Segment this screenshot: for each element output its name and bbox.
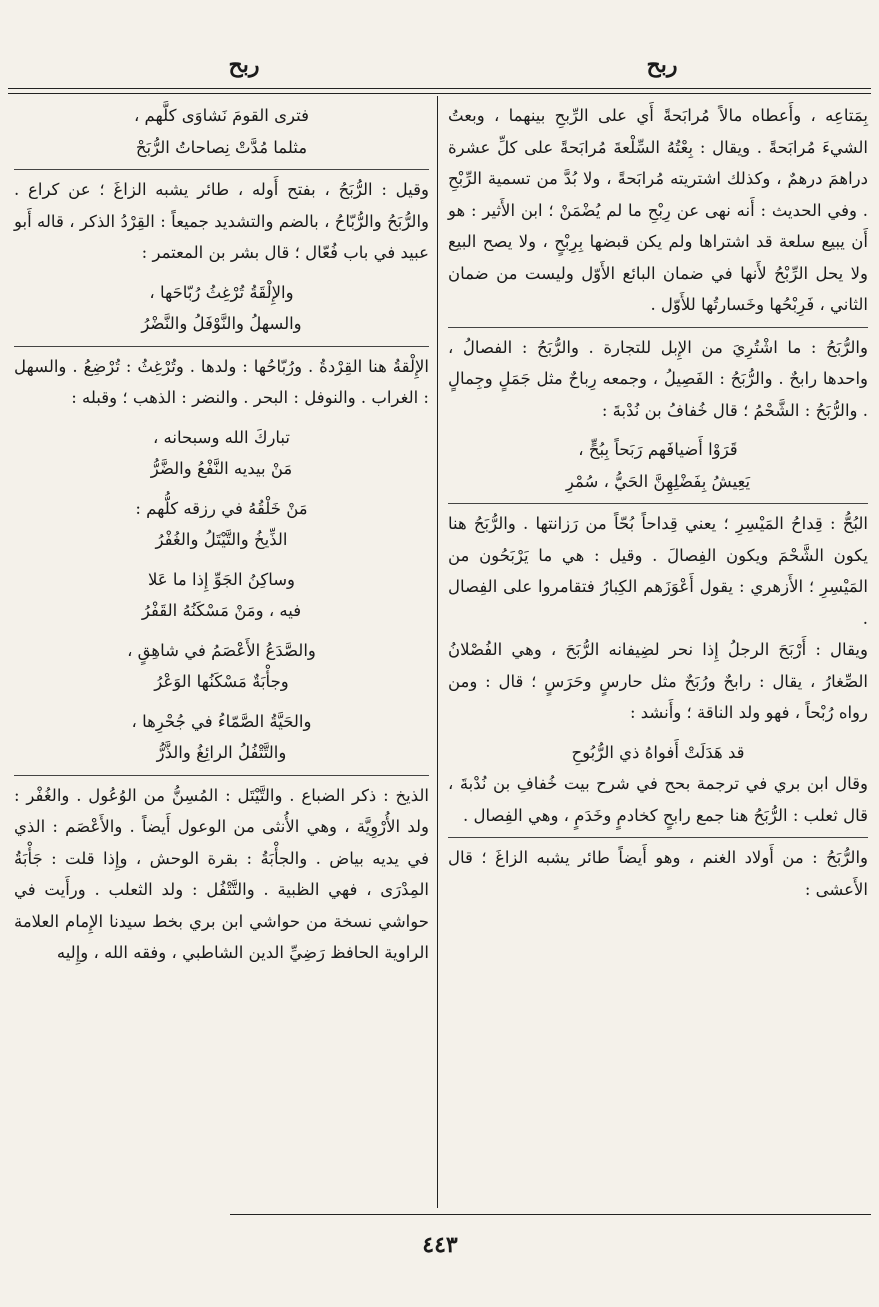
verse-line: والإِلْقَةُ تُرْغِثُ رُبّاحَها ، (149, 282, 294, 302)
verse-line: قد هَدَلَتْ أَفواهُ ذي الرُّبُوحِ (571, 742, 745, 762)
paragraph-separator (14, 169, 429, 170)
verse-line: يَعِيشُ بِفَضْلِهِنَّ الحَيُّ ، سُمْرِ (565, 471, 751, 491)
page-number: ٤٤٣ (422, 1232, 458, 1258)
paragraph-buhh: البُحُّ : قِداحُ المَيْسِرِ ؛ يعني قِداحاً بُحّاً من رَزانتها . والرُّبَحُ هنا يكون الشَّحْمَ ويكون الفِصالَ . وقيل : هي ما يَرْبَحُون من المَيْسِرِ ؛ الأَزهري : يقول أَعْوَزَهم الكِبارُ فتقامروا على الفِصال . (448, 514, 868, 628)
header-rule-thin (8, 93, 871, 94)
left-column (14, 100, 429, 969)
verse-line: قَرَوْا أَضيافَهم رَبَحاً بِبُحٍّ ، (578, 440, 738, 459)
verse-line: والتَّتْفُلُ الرائِغُ والذَّرُّ (156, 743, 287, 762)
paragraph-separator (448, 837, 868, 838)
verse-line: فيه ، ومَنْ مَسْكَنُهُ القَفْرُ (141, 601, 302, 620)
paragraph-glossary: الذيخ : ذكر الضباع . والتَّيْتَل : المُسِنُّ من الوُعُول . والغُفْر : ولد الأُرْوِيَّة ، وهي الأُنثى من الوعول أَيضاً . والأَعْصَم : الذي في يديه بياض . والجأْبَةُ : بقرة الوحش ، وإِذا قلت : جَأْبَةُ المِدْرَى ، فهي الظبية . والتَّتْفُل : ولد الثعلب . ورأَيت في حواشي نسخة من حواشي ابن بري بخط سيدنا الإِمام العلامة الراوية الحافظ رَضِيِّ الدين الشاطبي ، وفقه الله ، وإِليه (14, 785, 429, 962)
verse-line: مثلما مُدَّتْ نِصاحاتُ الرُّبَحْ (135, 137, 308, 157)
verse-line: والسهلُ والنَّوْفَلُ والنَّضْرُ (141, 314, 302, 333)
header-rule (8, 88, 871, 89)
paragraph-rubah-camels: والرُّبَحُ : ما اشْتُرِيَ من الإِبل للتجارة . والرُّبَحُ : الفصالُ ، واحدها رابحٌ . والرُّبَحُ : الفَصِيلُ ، وجمعه رِباحٌ مثل جَمَلٍ وجِمالٍ . والرُّبَحُ : الشَّحْمُ ؛ قال خُفافُ بن نُدْبةَ : (448, 337, 868, 420)
verse-line: مَنْ بيديه النَّفْعُ والضَّرُّ (150, 459, 293, 478)
header-entry-word-left: ربح (228, 52, 260, 78)
verse-line: والصَّدَعُ الأَعْصَمُ في شاهِقٍ ، (127, 640, 316, 660)
right-column (448, 100, 868, 905)
paragraph-separator (14, 775, 429, 776)
verse-line: وجأْبَةٌ مَسْكَنُها الوَعْرُ (154, 672, 289, 691)
paragraph-rubah-bird: والرُّبَحُ : من أَولاد الغنم ، وهو أَيضاً طائر يشبه الزاغَ ؛ قال الأَعشى : (448, 848, 868, 899)
verse-line: وساكِنُ الجَوِّ إِذا ما عَلا (147, 569, 296, 589)
paragraph-arbaha: ويقال : أَرْبَحَ الرجلُ إِذا نحر لضِيفانه الرُّبَحَ ، وهي الفُصْلانُ الصِّغارُ ، يقال : رابحٌ ورُبَحٌ مثل حارسٍ وحَرَسٍ ؛ قال : ومن رواه رُبْحاً ، فهو ولد الناقة ؛ وأَنشد : (448, 640, 868, 722)
paragraph-separator (448, 327, 868, 328)
verse-line: الذِّيخُ والتَّيْتَلُ والغُفْرُ (155, 530, 288, 549)
paragraph-murabaha: بِمَتاعِه ، وأَعطاه مالاً مُرابَحةً أَي على الرِّبحِ بينهما ، وبعتُ الشيءَ مُرابَحةً . ويقال : بِعْتُهُ السِّلْعةَ مُرابَحةً على كلِّ عشرة دراهمَ درهمٌ ، وكذلك اشتريته مُرابَحةً ، ولا بُدَّ من تسمية الرِّبْحِ . وفي الحديث : أَنه نهى عن رِبْحِ ما لم يُضْمَنْ ؛ ابن الأَثير : هو أَن يبيع سلعة قد اشتراها ولم يكن قبضها بِرِبْحٍ ، ولا يصح البيع ولا يحل الرِّبْحُ لأَنها في ضمان البائع الأَوّل وليست من ضمان الثاني ، فَرِبْحُها وخَسارتُها للأَوّل . (448, 106, 868, 314)
column-divider (437, 96, 438, 1208)
verse-line: مَنْ خَلْقُهُ في رزقه كلُّهم : (135, 498, 308, 518)
verse-line: تباركَ الله وسبحانه ، (152, 427, 291, 447)
header-entry-word-right: ربح (646, 52, 678, 78)
paragraph-ilqa: الإِلْقةُ هنا القِرْدةُ . ورُبّاحُها : ولدها . وتُرْغِثُ : تُرْضِعُ . والسهل : الغراب . والنوفل : البحر . والنضر : الذهب ؛ وقبله : (14, 356, 429, 407)
paragraph-ibn-barri: وقال ابن بري في ترجمة بحح في شرح بيت خُفافِ بن نُدْبةَ ، قال ثعلب : الرُّبَحُ هنا جمع رابحٍ كخادمٍ وخَدَمٍ ، وهي الفِصال . (448, 774, 868, 825)
paragraph-separator (448, 503, 868, 504)
footer-rule (230, 1214, 871, 1215)
paragraph-separator (14, 346, 429, 347)
verse-line: والحَيَّةُ الصَّمّاءُ في جُحْرِها ، (131, 711, 312, 731)
verse-line: فترى القومَ نَشاوَى كلَّهم ، (133, 106, 309, 125)
paragraph-rubah-monkey: وقيل : الرُّبَحُ ، بفتح أَوله ، طائر يشبه الزاغَ ؛ عن كراع . والرُّبَحُ والرُّبّاحُ ، بالضم والتشديد جميعاً : القِرْدُ الذكر ، قاله أَبو عبيد في باب فُعّال ؛ قال بشر بن المعتمر : (14, 180, 429, 262)
